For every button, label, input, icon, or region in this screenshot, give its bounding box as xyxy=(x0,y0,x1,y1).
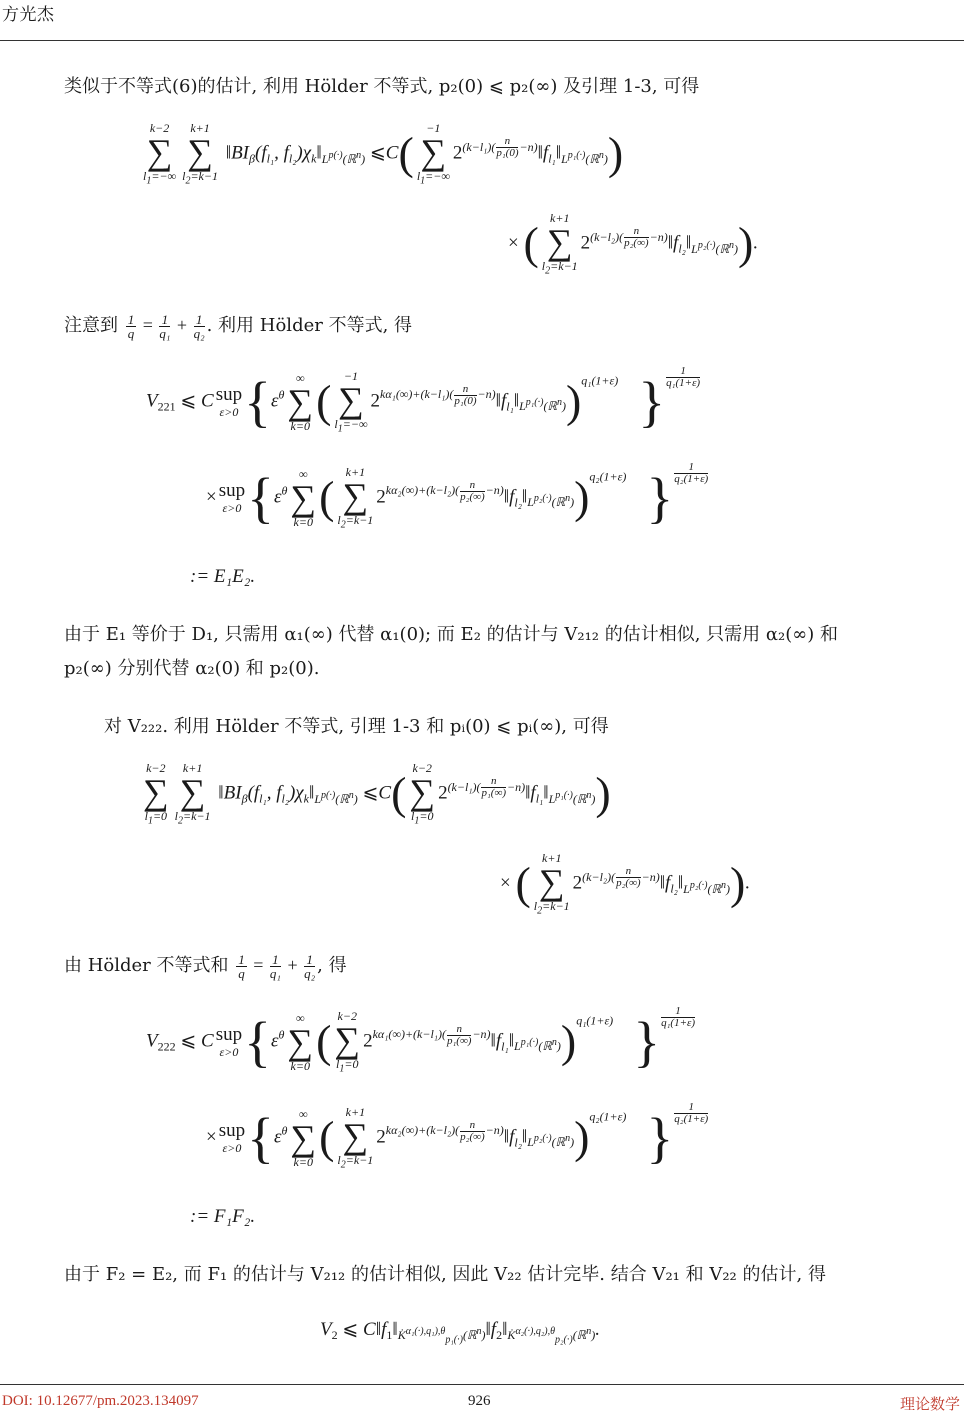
equation-F1F2: := F₁F₂. xyxy=(190,1206,256,1227)
header-author: 方光杰 xyxy=(2,5,55,25)
footer-page-number: 926 xyxy=(468,1393,491,1409)
equation-E1E2: := E₁E₂. xyxy=(190,566,256,587)
header-rule xyxy=(0,40,964,41)
equation-V222-line-1: $V_{222}$ ⩽ C sup ε>0 {$\varepsilon^\theta$ ∞ ∑ k=0 ( k−2 ∑ $l_1=0$ $2^{k\alpha_1(\infty)+(k-l_1)( \frac{n}{\text{p₁(∞)}} -n)}‖f_{l_1}‖_{L^{p_1(\cdot)}(ℝ^n)})^{q_1(1+\varepsilon)}$ } $^{\frac{1}{\text{q₁(1+ε)}}}$ xyxy=(146,1005,695,1075)
equation-V222-line-2: × sup ε>0 {$\varepsilon^\theta$ ∞ ∑ k=0 ( k+1 ∑ $l_2=k-1$ $2^{k\alpha_2(\infty)+(k-l_2)( \frac{n}{\text{p₂(∞)}} -n)}‖f_{l_2}‖_{L^{p_2(\cdot)}(ℝ^n)})^{q_2(1+\varepsilon)}$ } $^{\frac{1}{\text{q₂(1+ε)}}}$ xyxy=(206,1101,709,1171)
paragraph-3-line-2: p₂(∞) 分别代替 α₂(0) 和 p₂(0). xyxy=(64,658,320,679)
equation-V221-line-1: $V_{221}$ ⩽ C sup ε>0 {$\varepsilon^\theta$ ∞ ∑ k=0 ( −1 ∑ $l_1=-\infty$ $2^{k\alpha_1(\infty)+(k-l_1)( \frac{n}{\text{p₁(0)}} -n)}‖f_{l_1}‖_{L^{p_1(\cdot)}(ℝ^n)})^{q_1(1+\varepsilon)}$ } $^{\frac{1}{\text{q₁(1+ε)}}}$ xyxy=(146,365,701,435)
paragraph-2: 注意到 $\frac{1}{q}$ = $\frac{1}{\text{q₁}}$ + $\frac{1}{\text{q₂}}$ . 利用 Hölder 不等式, 得 xyxy=(64,311,413,341)
equation-1-line-2: × ( k+1 ∑ $l_2=k-1$ $2^{(k-l_2)( \frac{n}{\text{p₂(∞)}} -n)}‖f_{l_2}‖_{L^{p_2(\cdot)}(ℝ^n)}$). xyxy=(508,211,759,277)
footer-doi-link[interactable]: DOI: 10.12677/pm.2023.134097 xyxy=(2,1393,199,1409)
footer-rule xyxy=(0,1384,964,1385)
paragraph-5: 由 Hölder 不等式和 $\frac{1}{q}$ = $\frac{1}{\text{q₁}}$ + $\frac{1}{\text{q₂}}$ , 得 xyxy=(64,951,347,981)
paragraph-3-line-1: 由于 E₁ 等价于 D₁, 只需用 α₁(∞) 代替 α₁(0); 而 E₂ 的估计与 V₂₁₂ 的估计相似, 只需用 α₂(∞) 和 xyxy=(64,624,839,645)
equation-V221-line-2: × sup ε>0 {$\varepsilon^\theta$ ∞ ∑ k=0 ( k+1 ∑ $l_2=k-1$ $2^{k\alpha_2(\infty)+(k-l_2)( \frac{n}{\text{p₂(∞)}} -n)}‖f_{l_2}‖_{L^{p_2(\cdot)}(ℝ^n)})^{q_2(1+\varepsilon)}$ } $^{\frac{1}{\text{q₂(1+ε)}}}$ xyxy=(206,461,709,531)
paragraph-6: 由于 F₂ = E₂, 而 F₁ 的估计与 V₂₁₂ 的估计相似, 因此 V₂₂ 估计完毕. 结合 V₂₁ 和 V₂₂ 的估计, 得 xyxy=(64,1264,826,1285)
paragraph-1: 类似于不等式(6)的估计, 利用 Hölder 不等式, p₂(0) ⩽ p₂(∞) 及引理 1-3, 可得 xyxy=(64,76,700,97)
equation-V2-final: $V_2$ ⩽ $C‖f_1‖_{K̇^{\alpha_1(\cdot),q_1),\theta}_{p_1(\cdot)}(ℝ^n)}‖f_2‖_{K̇^{\alpha_2(\cdot),q_2),\theta}_{p_2(\cdot)}(ℝ^n)}$. xyxy=(320,1319,600,1346)
equation-3-line-1: k−2 ∑ $l_1=0$ k+1 ∑ $l_2=k-1$ $‖BI_\beta(f_{l_1}$, $f_{l_2})\chi_k‖_{L^{p(\cdot)}(ℝ^n)}$ ⩽C( k−2 ∑ $l_1=0$ $2^{(k-l_1)( \frac{n}{\text{p₁(∞)}} -n)}‖f_{l_1}‖_{L^{p_1(\cdot)}(ℝ^n)}$) xyxy=(143,761,611,827)
paragraph-4: 对 V₂₂₂. 利用 Hölder 不等式, 引理 1-3 和 pᵢ(0) ⩽ pᵢ(∞), 可得 xyxy=(104,716,609,737)
equation-3-line-2: × ( k+1 ∑ $l_2=k-1$ $2^{(k-l_2)( \frac{n}{\text{p₂(∞)}} -n)}‖f_{l_2}‖_{L^{p_2(\cdot)}(ℝ^n)}$). xyxy=(500,851,751,917)
footer-journal-name[interactable]: 理论数学 xyxy=(899,1395,960,1413)
equation-1-line-1: k−2 ∑ $l_1=-\infty$ k+1 ∑ $l_2=k-1$ $‖BI_\beta(f_{l_1}$, $f_{l_2})\chi_k‖_{L^{p(\cdot)}(ℝ^n)}$ ⩽C( −1 ∑ $l_1=-\infty$ $2^{(k-l_1)( \frac{n}{\text{p₁(0)}} -n)}‖f_{l_1}‖_{L^{p_1(\cdot)}(ℝ^n)}$) xyxy=(143,121,624,187)
